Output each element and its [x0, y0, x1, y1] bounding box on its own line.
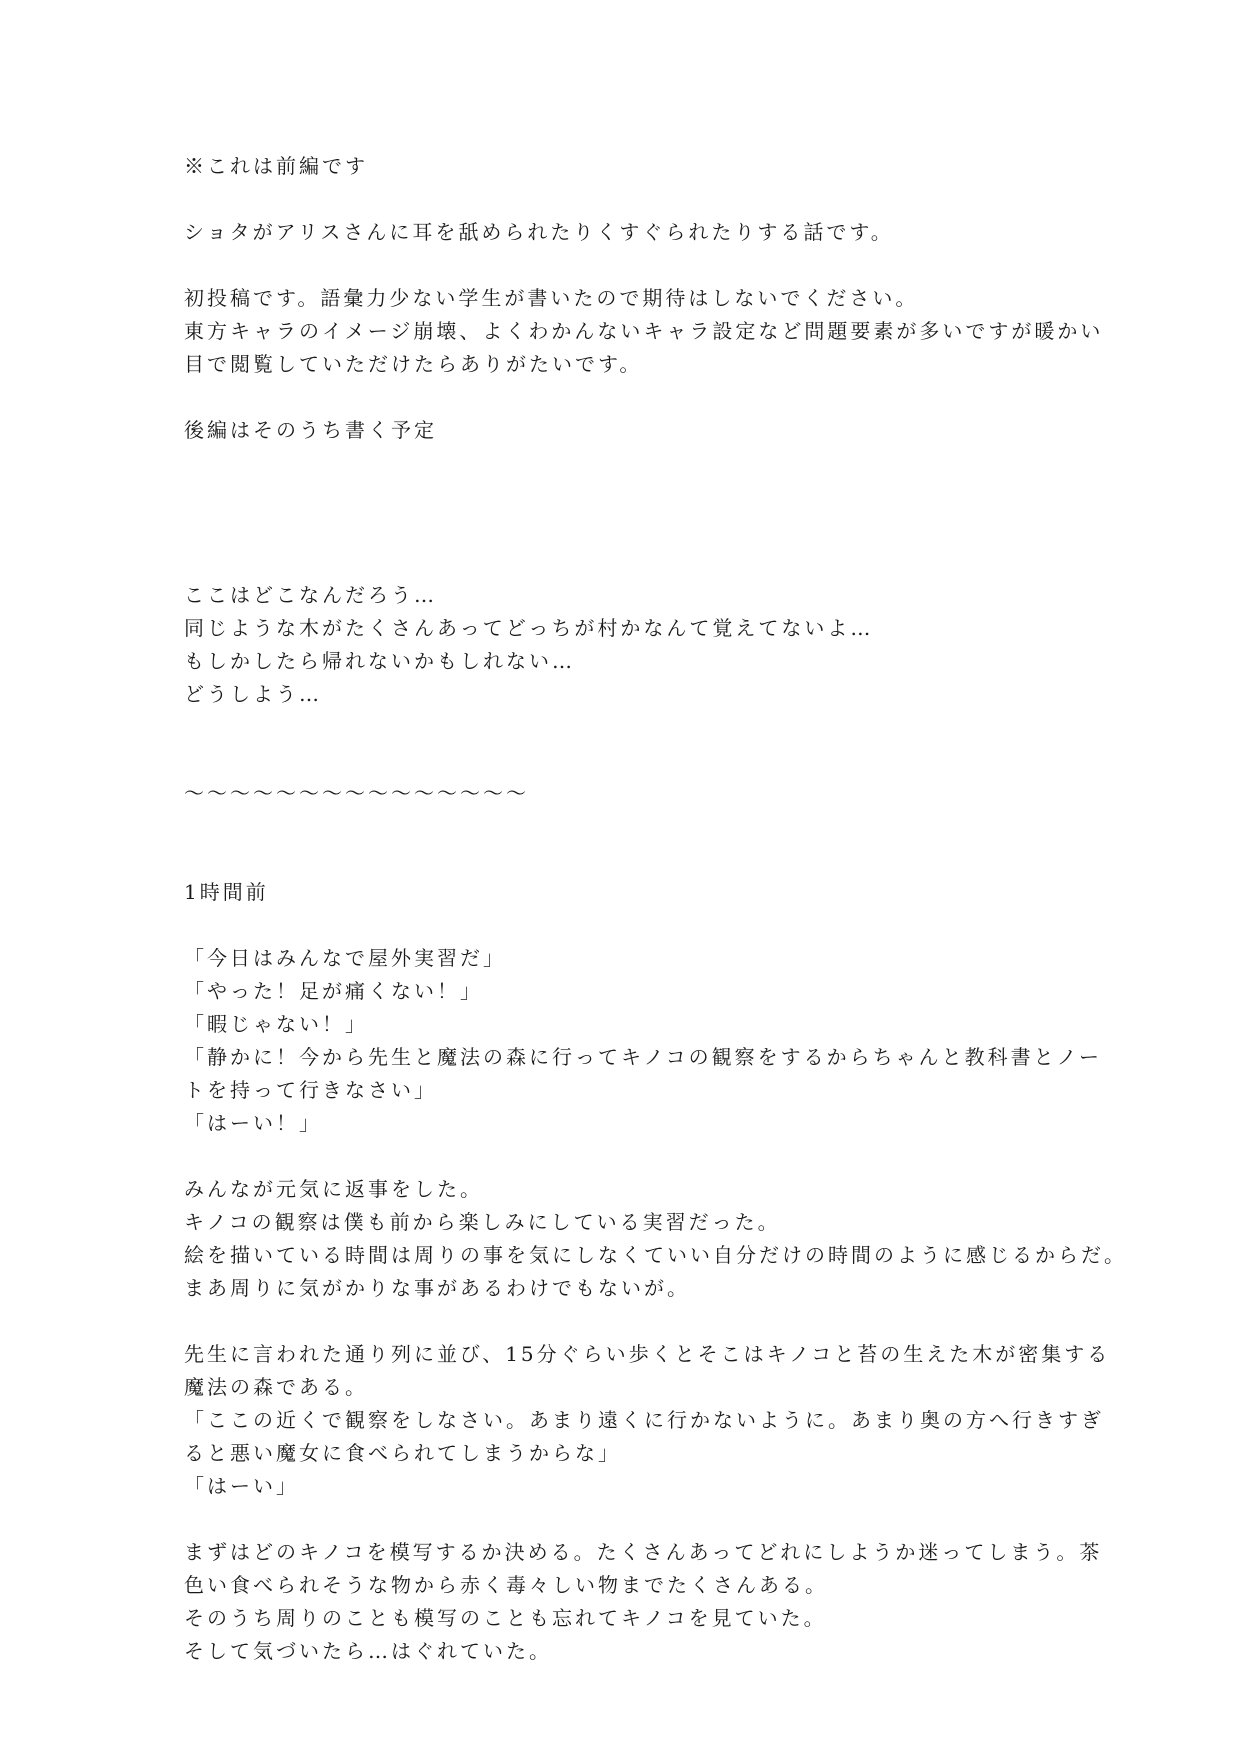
blank-line	[184, 480, 1084, 513]
blank-line	[184, 810, 1084, 843]
blank-line	[184, 1503, 1084, 1536]
text-line: 同じような木がたくさんあってどっちが村かなんて覚えてないよ…	[184, 616, 874, 640]
blank-line	[184, 711, 1084, 744]
blank-line	[184, 447, 1084, 480]
blank-line	[184, 249, 1084, 282]
text-line: 「はーい」	[184, 1474, 299, 1498]
text-line: そして気づいたら…はぐれていた。	[184, 1639, 552, 1663]
blank-line	[184, 843, 1084, 876]
text-line: ショタがアリスさんに耳を舐められたりくすぐられたりする話です。	[184, 220, 894, 244]
text-line: どうしよう…	[184, 682, 322, 706]
text-line: 東方キャラのイメージ崩壊、よくわかんないキャラ設定など問題要素が多いですが暖かい	[184, 319, 1104, 343]
text-line: まあ周りに気がかりな事があるわけでもないが。	[184, 1276, 690, 1300]
blank-line	[184, 909, 1084, 942]
text-line: みんなが元気に返事をした。	[184, 1177, 483, 1201]
text-line: 1時間前	[184, 880, 269, 904]
text-line: まずはどのキノコを模写するか決める。たくさんあってどれにしようか迷ってしまう。茶	[184, 1540, 1103, 1564]
text-line: ここはどこなんだろう…	[184, 583, 437, 607]
text-line: もしかしたら帰れないかもしれない…	[184, 649, 575, 673]
text-line: 「今日はみんなで屋外実習だ」	[184, 946, 506, 970]
story-text	[184, 150, 1127, 1668]
text-line: トを持って行きなさい」	[184, 1078, 437, 1102]
text-line: 「はーい！」	[184, 1111, 322, 1135]
text-line: 先生に言われた通り列に並び、15分ぐらい歩くとそこはキノコと苔の生えた木が密集する	[184, 1342, 1111, 1366]
text-line: 「静かに！今から先生と魔法の森に行ってキノコの観察をするからちゃんと教科書とノー	[184, 1045, 1102, 1069]
text-line: 目で閲覧していただけたらありがたいです。	[184, 352, 643, 376]
blank-line	[184, 744, 1084, 777]
text-line: 後編はそのうち書く予定	[184, 418, 437, 442]
text-line: キノコの観察は僕も前から楽しみにしている実習だった。	[184, 1210, 781, 1234]
text-line: 色い食べられそうな物から赤く毒々しい物までたくさんある。	[184, 1573, 828, 1597]
blank-line	[184, 1140, 1084, 1173]
text-line: 「ここの近くで観察をしなさい。あまり遠くに行かないように。あまり奥の方へ行きすぎ	[184, 1408, 1104, 1432]
text-line: 「やった！足が痛くない！」	[184, 979, 483, 1003]
text-line: 絵を描いている時間は周りの事を気にしなくていい自分だけの時間のように感じるからだ。	[184, 1243, 1127, 1267]
text-line: ※これは前編です	[184, 154, 368, 178]
text-line: そのうち周りのことも模写のことも忘れてキノコを見ていた。	[184, 1606, 827, 1630]
text-line: 魔法の森である。	[184, 1375, 368, 1399]
text-line: 初投稿です。語彙力少ない学生が書いたので期待はしないでください。	[184, 286, 919, 310]
text-line: ると悪い魔女に食べられてしまうからな」	[184, 1441, 621, 1465]
text-line: 「暇じゃない！」	[184, 1012, 368, 1036]
blank-line	[184, 513, 1084, 546]
blank-line	[184, 1305, 1084, 1338]
blank-line	[184, 381, 1084, 414]
blank-line	[184, 546, 1084, 579]
blank-line	[184, 183, 1084, 216]
text-line: 〜〜〜〜〜〜〜〜〜〜〜〜〜〜〜	[184, 781, 529, 805]
